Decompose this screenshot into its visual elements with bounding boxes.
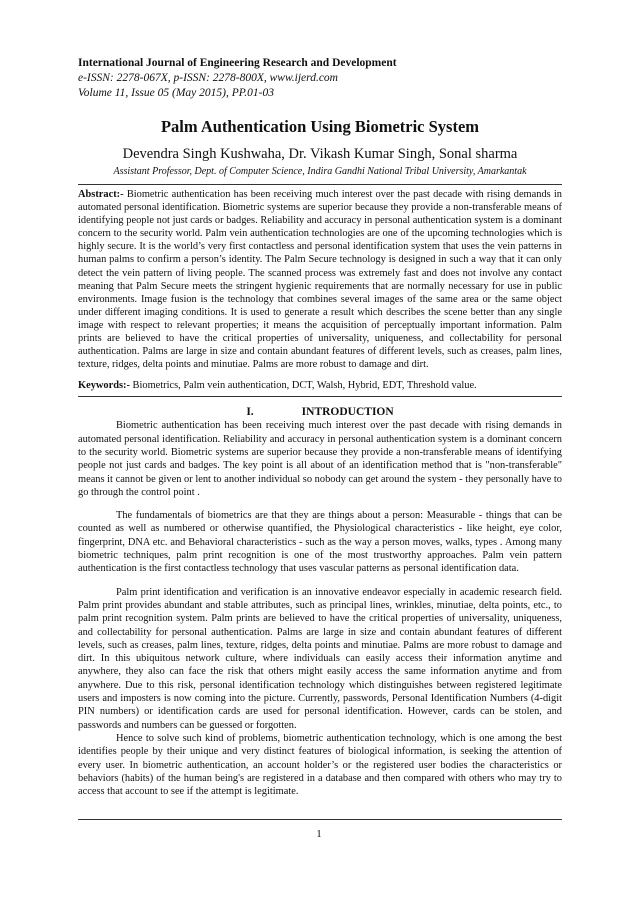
abstract-label: Abstract:-: [78, 189, 124, 200]
keywords-divider: [78, 396, 562, 397]
abstract: [78, 188, 562, 371]
section-number: I.: [246, 406, 254, 419]
intro-paragraph: Palm print identification and verification is an innovative endeavor especially in academic research field. Palm print provides abundant and stable attributes, such as principal lines, wrinkles, minutiae, delta points, etc., to palm print recognition system. Palm prints are believed to have the critical properties of universality, uniqueness, and collectability for personal authentication. Palms are large in size and contain abundant features of different levels, such as creases, palm lines, texture, ridges, delta points and minutiae. Palms are more robust to damage and dirt. In this ubiquitous network culture, where individuals can easily access their information anytime and anywhere, they also can face the risk that others might easily access the same information anytime and from anywhere. Due to this risk, personal identification technology which distinguishes between registered legitimate users and imposters is now coming into the picture. Currently, passwords, Personal Identification Numbers (4-digit PIN numbers) or identification cards are used for personal identification. However, cards can be stolen, and passwords and numbers can be guessed or forgotten.: [78, 586, 562, 731]
footer-divider: [78, 819, 562, 820]
header-divider: [78, 184, 562, 185]
issn-line: e-ISSN: 2278-067X, p-ISSN: 2278-800X, www.ijerd.com: [78, 72, 338, 84]
section-heading: [78, 405, 562, 419]
paper-authors: Devendra Singh Kushwaha, Dr. Vikash Kumar Singh, Sonal sharma: [122, 146, 518, 162]
intro-paragraph: Hence to solve such kind of problems, biometric authentication technology, which is one among the best identifies people by their unique and very distinct features of biological information, is seeking the attention of every user. In biometric authentication, an account holder’s or the registered user bodies the characteristics or behaviors (habits) of the human being's are registered in a database and then compared with others who may try to access that account to see if the attempt is legitimate.: [78, 732, 562, 798]
section-title: INTRODUCTION: [301, 406, 394, 419]
keywords-label: Keywords:-: [78, 380, 130, 392]
paper-title: Palm Authentication Using Biometric System: [160, 117, 480, 136]
abstract-text: Biometric authentication has been receiving much interest over the past decade with rising demands in automated personal identification. Biometric systems are superior because they provide a non-transferable means of identifying people not just cards or badges. Reliability and accuracy in personal authentication system is a dominant concern to the security world. Palm vein authentication technologies are one of the upcoming technologies which is highly secure. It is the world’s very first contactless and personal identification system that uses the vein patterns in human palms to confirm a person’s identity. The Palm Secure technology is designed in such a way that it can only detect the vein pattern of living people. The scanned process was extremely fast and does not involve any contact meaning that Palm Secure meets the stringent hygienic requirements that are normally necessary for use in public environments. Image fusion is the technology that combines several images of the same area or the same object under different imaging conditions. It is used to generate a result which describes the scene better than any single image with respect to relevant properties; it means the acquisition of perceptually important information. Palm prints are believed to have the critical properties of universality, uniqueness, and collectability for personal authentication. Palms are large in size and contain abundant features of different levels, such as creases, palm lines, texture, ridges, delta points and minutiae. Palms are more robust to damage and dirt.: [78, 189, 562, 371]
intro-paragraph: Biometric authentication has been receiving much interest over the past decade with rising demands in automated personal identification. Reliability and accuracy in personal authentication system is a dominant concern to the security world. Biometric systems are superior because they provide a non-transferable means of identifying people not just cards and badges. The key point is all about of an identification method that is "non-transferable" means it cannot be given or lent to another individual so nobody can get around the system - they personally have to go through the control point .: [78, 420, 562, 498]
keywords: [78, 379, 562, 392]
keywords-text: Biometrics, Palm vein authentication, DCT, Walsh, Hybrid, EDT, Threshold value.: [129, 380, 477, 392]
paper-affiliation: Assistant Professor, Dept. of Computer Science, Indira Gandhi National Tribal University, Amarkantak: [113, 166, 527, 177]
journal-header: [78, 56, 562, 101]
volume-line: Volume 11, Issue 05 (May 2015), PP.01-03: [78, 87, 274, 99]
journal-name: International Journal of Engineering Research and Development: [78, 57, 397, 69]
page-number: 1: [316, 828, 322, 840]
intro-paragraph: The fundamentals of biometrics are that they are things about a person: Measurable - things that can be counted as well as numbered or otherwise quantified, the Physiological characteristics - like height, eye color, fingerprint, DNA etc. and Behavioral characteristics - such as the way a person moves, walks, types . Among many biometric techniques, palm print recognition is one of the most trustworthy approaches. Palm vein pattern authentication is the first contactless technology that uses vascular patterns as personal identification data.: [78, 510, 562, 575]
